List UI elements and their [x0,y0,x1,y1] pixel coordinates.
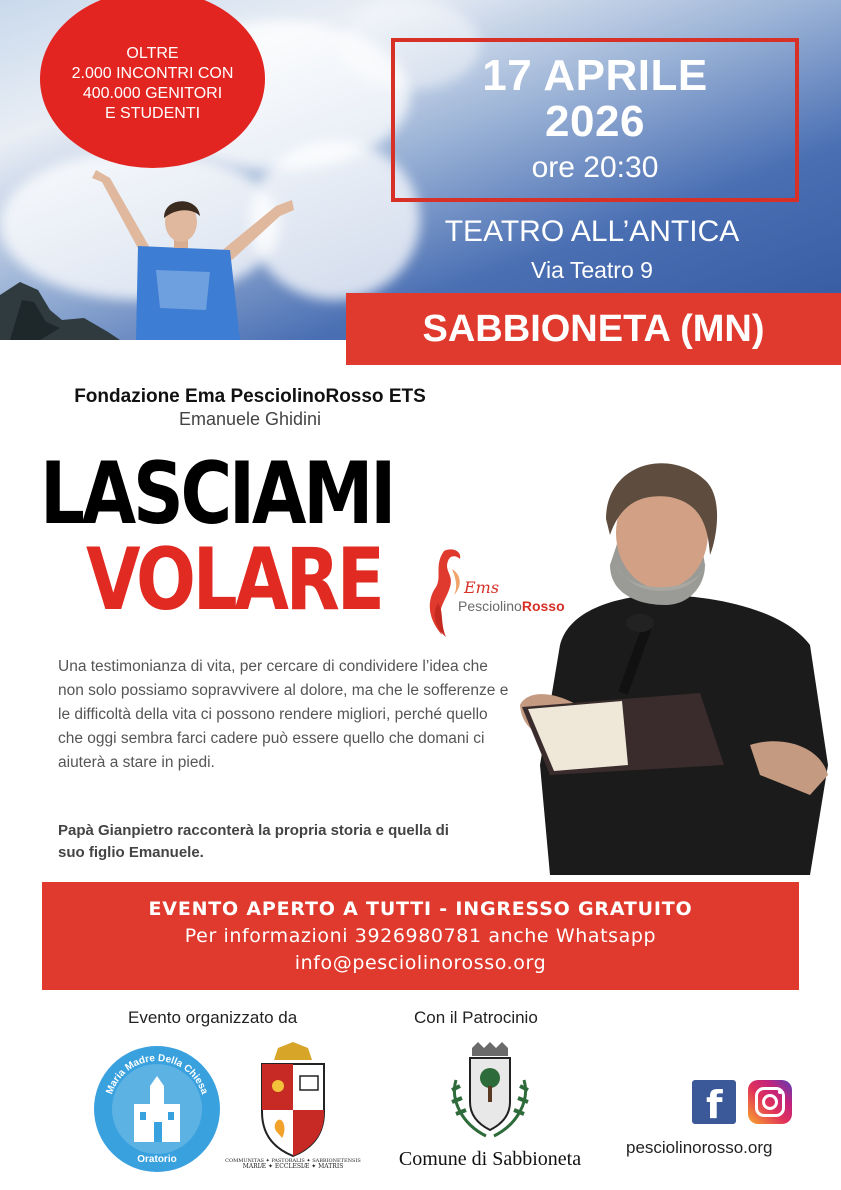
facebook-icon[interactable]: f [692,1080,736,1124]
stats-line: 400.000 GENITORI [82,85,223,102]
foundation-name: Fondazione Ema PesciolinoRosso ETS [74,386,426,407]
foundation-person: Emanuele Ghidini [178,409,322,429]
oratorio-logo [92,1044,222,1174]
stats-line: E STUDENTI [104,105,201,122]
oratorio-arc-text: Maria Madre Della Chiesa [104,1052,210,1096]
title-line-2: VOLARE [86,530,382,630]
crest-text-bottom: MARIÆ ✦ ECCLESIÆ ✦ MATRIS [242,1163,344,1170]
event-time: ore 20:30 [531,151,659,184]
hero-section [0,0,841,340]
story-note: Papà Gianpietro racconterà la propria storia e quella di suo figlio Emanuele. [58,822,449,861]
event-date-box [391,38,799,202]
boy-illustration [80,160,310,340]
event-description: Una testimonianza di vita, per cercare di condividere l’idea che non solo possiamo sopravvivere al dolore, ma che le sofferenze e le difficoltà della vita ci possono rendere migliori, perché quello che oggi sembra farci cadere può essere quello che domani ci aiuterà a stare in piedi. [58,658,509,771]
title-line-1: LASCIAMI [40,444,394,544]
crest-text-top: COMMUNITAS ✦ PASTORALIS ✦ SABBIONETENSIS [225,1158,361,1164]
city-banner: SABBIONETA (MN) [346,293,841,365]
website-link[interactable]: pesciolinorosso.org [626,1138,773,1157]
info-banner [42,882,799,990]
event-date-day: 17 APRILE [482,51,708,100]
oratorio-bottom-text: Oratorio [137,1154,177,1165]
info-free-entry: EVENTO APERTO A TUTTI - INGRESSO GRATUITO [148,898,693,920]
venue-address: Via Teatro 9 [531,257,653,283]
instagram-icon[interactable] [748,1080,792,1124]
organized-by-label: Evento organizzato da [128,1008,298,1027]
ems-brand-part1: Pesciolino [458,598,522,614]
ems-brand-part2: Rosso [521,598,565,614]
event-date-year: 2026 [545,97,645,146]
info-phone[interactable]: Per informazioni 3926980781 anche Whatsapp [184,925,657,947]
stats-line: OLTRE [126,45,179,62]
venue-name: TEATRO ALL’ANTICA [444,215,740,248]
comune-crest [440,1040,540,1148]
pastoral-crest [225,1042,361,1172]
info-email[interactable]: info@pesciolinorosso.org [294,952,547,974]
speaker-photo [510,445,841,885]
ems-logo-word: Ems [464,578,500,597]
foundation-block [30,386,470,430]
comune-name: Comune di Sabbioneta [398,1148,582,1170]
patronage-label: Con il Patrocinio [414,1008,538,1027]
stats-line: 2.000 INCONTRI CON [71,65,234,82]
venue [422,214,762,286]
